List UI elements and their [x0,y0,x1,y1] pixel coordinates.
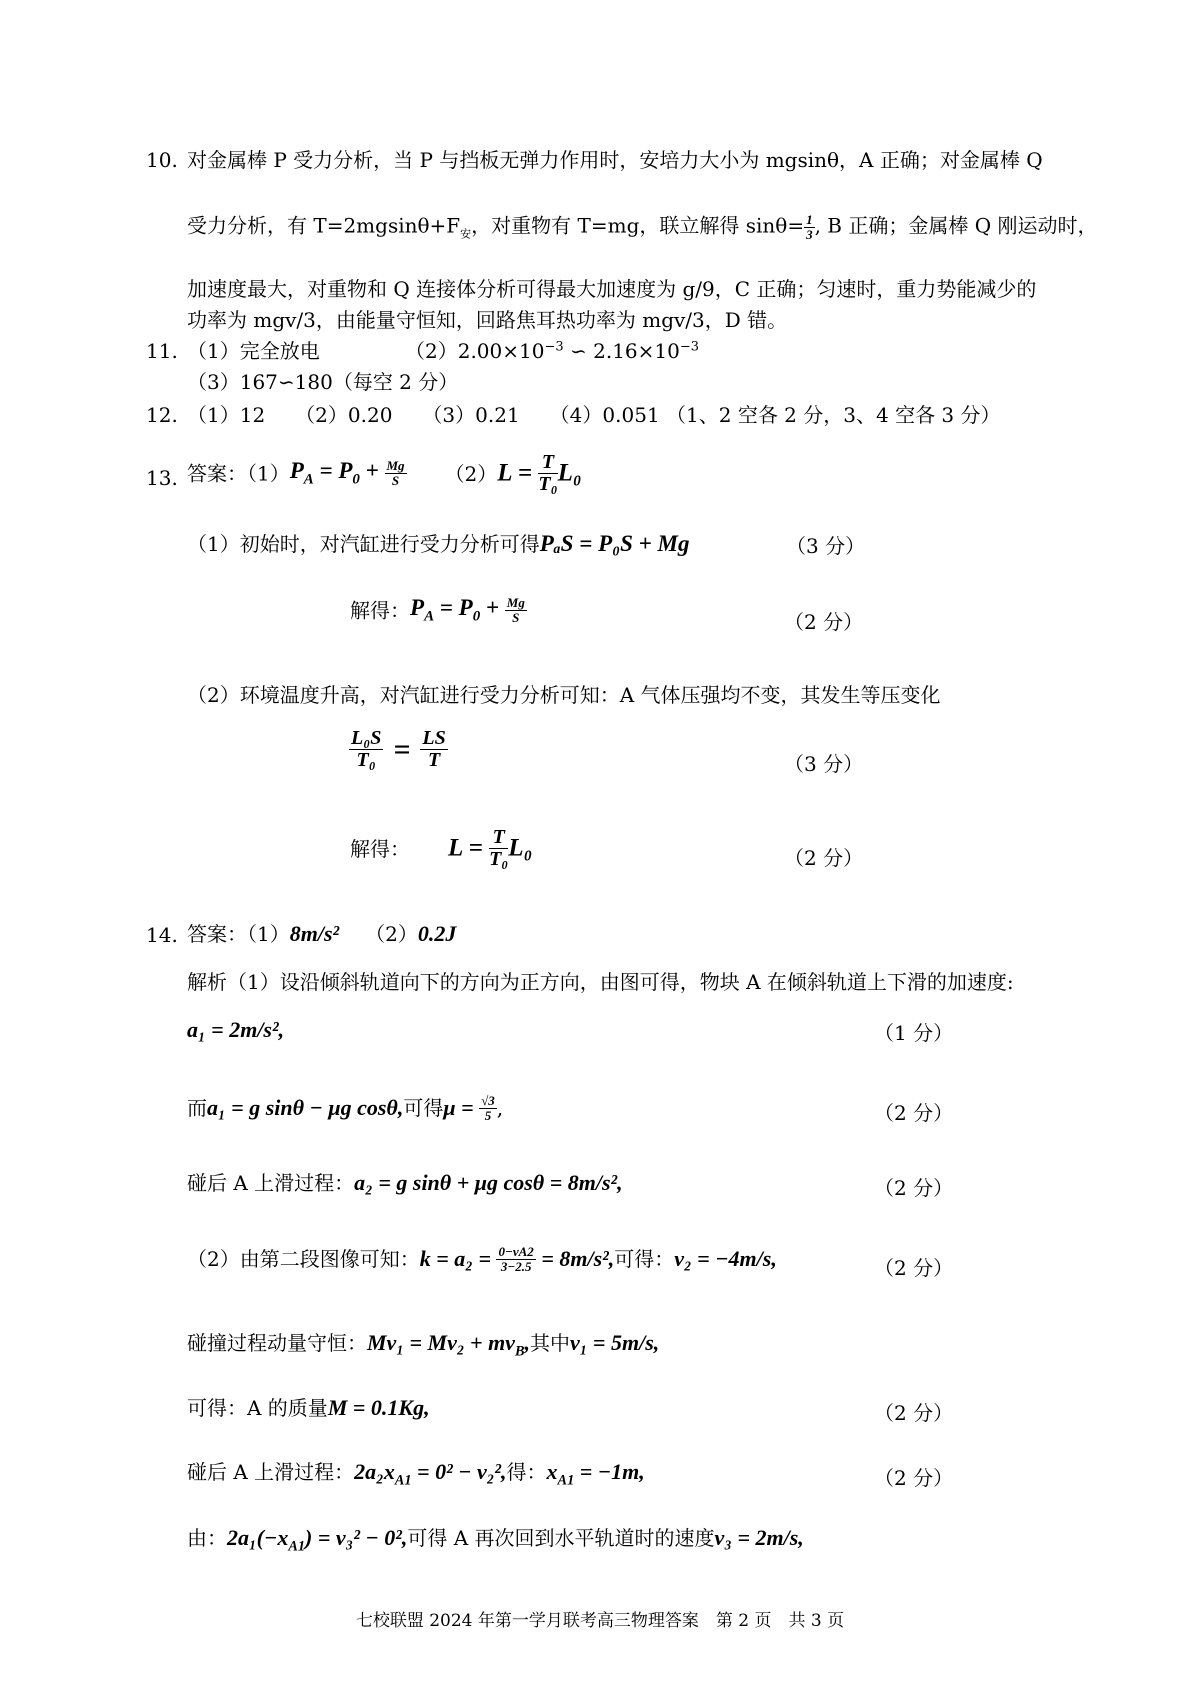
q13-step4-equals: = [393,732,411,766]
q13-step1 [187,530,689,558]
q13-step2-mid: = P [434,595,473,620]
q14-line2: a₁ = 2m/s², [187,1017,285,1042]
q10-line2-sub: 安 [460,227,472,241]
q14-line9-eq [227,1525,408,1555]
q13-ans1-p: P [289,458,304,484]
q14-line5-a: （2）由第二段图像可知： [187,1247,420,1272]
q14-line3-points: （2 分） [874,1101,954,1125]
q14-line6-v1: v₁ = 5m/s, [570,1330,660,1355]
page-footer: 七校联盟 2024 年第一学月联考高三物理答案 第 2 页 共 3 页 [355,1611,845,1631]
q14-line4-points: （2 分） [874,1176,954,1200]
q14-line9-v3: v₃ = 2m/s, [714,1525,804,1550]
q14-line6-a: 碰撞过程动量守恒： [187,1331,367,1355]
q14-answer-line [187,921,456,947]
q10-line2 [187,213,1097,241]
q11-part2 [405,339,699,363]
q14-line5 [187,1245,777,1273]
q13-step5-l: L = [448,834,490,862]
q13-ans1-sub0: 0 [352,471,360,488]
q11-part2-exp2: −3 [679,339,700,355]
q13-ans1-plus: + [359,458,385,484]
q13-answer2-label: （2） [444,461,498,486]
q10-line4: 功率为 mgv/3，由能量守恒知，回路焦耳热功率为 mgv/3，D 错。 [187,308,788,332]
q13-step5-frac-den: T₀ [489,848,509,870]
q14-line6-c: , [524,1330,530,1355]
q14-line8-sub: A1 [394,1472,412,1489]
q14-answer1: 8m/s² [289,921,340,946]
q10-line2-a: 受力分析，有 T=2mgsinθ+F [187,213,461,238]
q14-line8-d: 得： [506,1460,547,1484]
q13-step4-points: （3 分） [784,752,864,776]
q13-ans2-frac-den: T₀ [538,473,558,495]
q14-line3-eq: a₁ = g sinθ − μg cosθ, [207,1094,404,1120]
q13-step4-right-fraction [420,728,447,771]
q13-step2-sub: A [424,608,435,625]
q14-line3-frac-num: √3 [481,1093,495,1108]
q10-fraction [804,213,815,241]
q14-line3-fraction [479,1094,497,1122]
q14-line6-sub: B [514,1343,525,1360]
q14-line3-c: 可得 [403,1096,444,1121]
q13-step4-d2: T [427,749,441,771]
q13-step2-frac-den: S [512,609,520,625]
q14-line8-eq [354,1459,507,1489]
q13-step2-sub0: 0 [472,608,481,625]
q14-line3-frac-den: 5 [484,1107,492,1123]
q10-line1: 对金属棒 P 受力分析，当 P 与挡板无弹力作用时，安培力大小为 mgsinθ，A 正确；对金属棒 Q [187,148,1043,172]
q13-step1-points: （3 分） [786,534,866,558]
q14-line3-mu: μ = [443,1094,480,1120]
q14-line5-d: 可得： [614,1247,675,1272]
q14-line7-points: （2 分） [874,1401,954,1425]
q12-answers: （1）12 （2）0.20 （3）0.21 （4）0.051 （1、2 空各 2 分，3、4 空各 3 分） [187,403,1001,427]
q14-line8-f: = −1m, [574,1459,645,1484]
q13-ans2-frac-num: T [538,452,557,474]
q14-line7 [187,1395,430,1421]
q14-line9-c: ) = v₃² − 0², [305,1525,408,1550]
q14-line8-b: 2a₂x [354,1459,395,1484]
q14-line5-v2: v₂ = −4m/s, [674,1245,777,1271]
q13-answer1-eq [289,458,385,488]
q14-line9-b: 2a₁(−x [227,1525,289,1550]
q13-step2-fraction [505,596,527,624]
q11-part2-a: （2）2.00×10 [405,339,545,363]
q10-fraction-num: 1 [806,212,813,227]
q14-line8-points: （2 分） [874,1466,954,1490]
q14-line8-c: = 0² − v₂², [411,1459,507,1484]
q13-answer-line [187,452,582,495]
q14-line8 [187,1459,645,1490]
q14-line3 [187,1094,503,1122]
q14-line8-x [546,1459,645,1489]
q13-step1-equation: PₐS = P₀S + Mg [539,531,690,556]
q14-line8-a: 碰后 A 上滑过程： [187,1460,355,1484]
q13-answer2-l0: L₀ [557,459,582,487]
q14-answer2-label: （2） [365,922,418,946]
q11-number: 11. [146,339,178,363]
q14-line1: 解析（1）设沿倾斜轨道向下的方向为正方向，由图可得，物块 A 在倾斜轨道上下滑的加速度: [187,970,1014,994]
q14-line4-a: 碰后 A 上滑过程： [187,1171,355,1195]
q13-ans1-frac-den: S [391,473,400,488]
q14-line9-sub: A1 [288,1538,306,1555]
q14-line6-eq [367,1330,530,1360]
q13-answer1-fraction [385,459,407,487]
q13-answer2-fraction [538,452,557,495]
q14-line5-k: k = a₂ = [419,1245,497,1271]
q13-step2-p: P [410,595,425,620]
q14-line8-e: x [546,1459,558,1484]
q14-line5-fraction [496,1245,535,1273]
q13-step2 [350,594,527,627]
q11-part2-b: ∽ 2.16×10 [563,339,680,363]
q14-line7-a: 可得：A 的质量 [187,1396,328,1420]
q14-line4-eq: a₂ = g sinθ + μg cosθ = 8m/s², [354,1170,623,1195]
q10-line3: 加速度最大，对重物和 Q 连接体分析可得最大加速度为 g/9，C 正确；匀速时，重力势能减少的 [187,277,1037,301]
q14-line3-a: 而 [187,1096,207,1121]
q13-step5-label: 解得： [350,836,410,861]
q14-line6-b: Mv₁ = Mv₂ + mv [367,1330,515,1355]
q10-fraction-den: 3 [806,226,813,242]
q13-answer2-l: L = [497,459,539,487]
q14-line9-d: 可得 A 再次回到水平轨道时的速度 [407,1526,715,1550]
q13-step4-d1: T₀ [356,749,376,771]
q13-step5 [350,827,532,870]
q13-ans1-frac-num: Mg [386,458,405,474]
q13-step5-points: （2 分） [784,846,864,870]
q10-number: 10. [146,148,178,172]
q13-answer-label: 答案：（1） [187,461,290,486]
q14-answer-label: 答案：（1） [187,922,290,946]
q13-step4-left-fraction [349,728,383,771]
q14-line3-e: , [496,1096,504,1121]
q13-step4-n1: L₀S [351,727,382,749]
q13-step2-equation [410,595,505,625]
q14-line9-a: 由： [187,1526,227,1550]
q14-line4 [187,1170,623,1196]
q13-number: 13. [146,466,178,490]
q14-line6 [187,1330,659,1361]
q10-line2-c: , B 正确；金属棒 Q 刚运动时， [814,213,1098,238]
q14-line9 [187,1525,804,1556]
q14-line5-points: （2 分） [874,1256,954,1280]
q12-number: 12. [146,403,178,427]
q13-step4-equation [349,728,448,771]
q14-line5-frac-num: 0−vA2 [498,1244,534,1259]
q11-part3: （3）167∽180（每空 2 分） [187,370,459,394]
q13-step1-text: （1）初始时，对汽缸进行受力分析可得 [187,532,540,556]
q13-step2-plus: + [480,595,505,620]
q13-step5-fraction [489,827,508,870]
q13-step2-frac-num: Mg [506,595,525,611]
q14-number: 14. [146,923,178,947]
q13-step4-n2: LS [422,727,446,749]
q13-step3: （2）环境温度升高，对汽缸进行受力分析可知：A 气体压强均不变，其发生等压变化 [187,683,941,707]
q13-step2-label: 解得： [350,598,410,623]
q11-part2-exp: −3 [544,339,564,355]
q14-line8-sub2: A1 [557,1472,575,1489]
q13-step5-l0: L₀ [508,834,533,862]
q13-step2-points: （2 分） [784,610,864,634]
q13-ans1-mid: = P [313,458,353,484]
q10-line2-b: ，对重物有 T=mg，联立解得 sinθ= [471,213,805,238]
q14-line5-c: = 8m/s², [535,1245,615,1271]
q13-step5-frac-num: T [489,827,508,849]
q11-part1: （1）完全放电 [187,339,320,363]
q14-line7-mass: M = 0.1Kg, [327,1395,430,1420]
q14-line6-d: 其中 [530,1331,570,1355]
q14-line2-points: （1 分） [874,1021,954,1045]
q13-ans1-sub: A [303,471,314,488]
q14-line5-frac-den: 3−2.5 [500,1258,532,1274]
q14-answer2: 0.2J [417,921,457,946]
